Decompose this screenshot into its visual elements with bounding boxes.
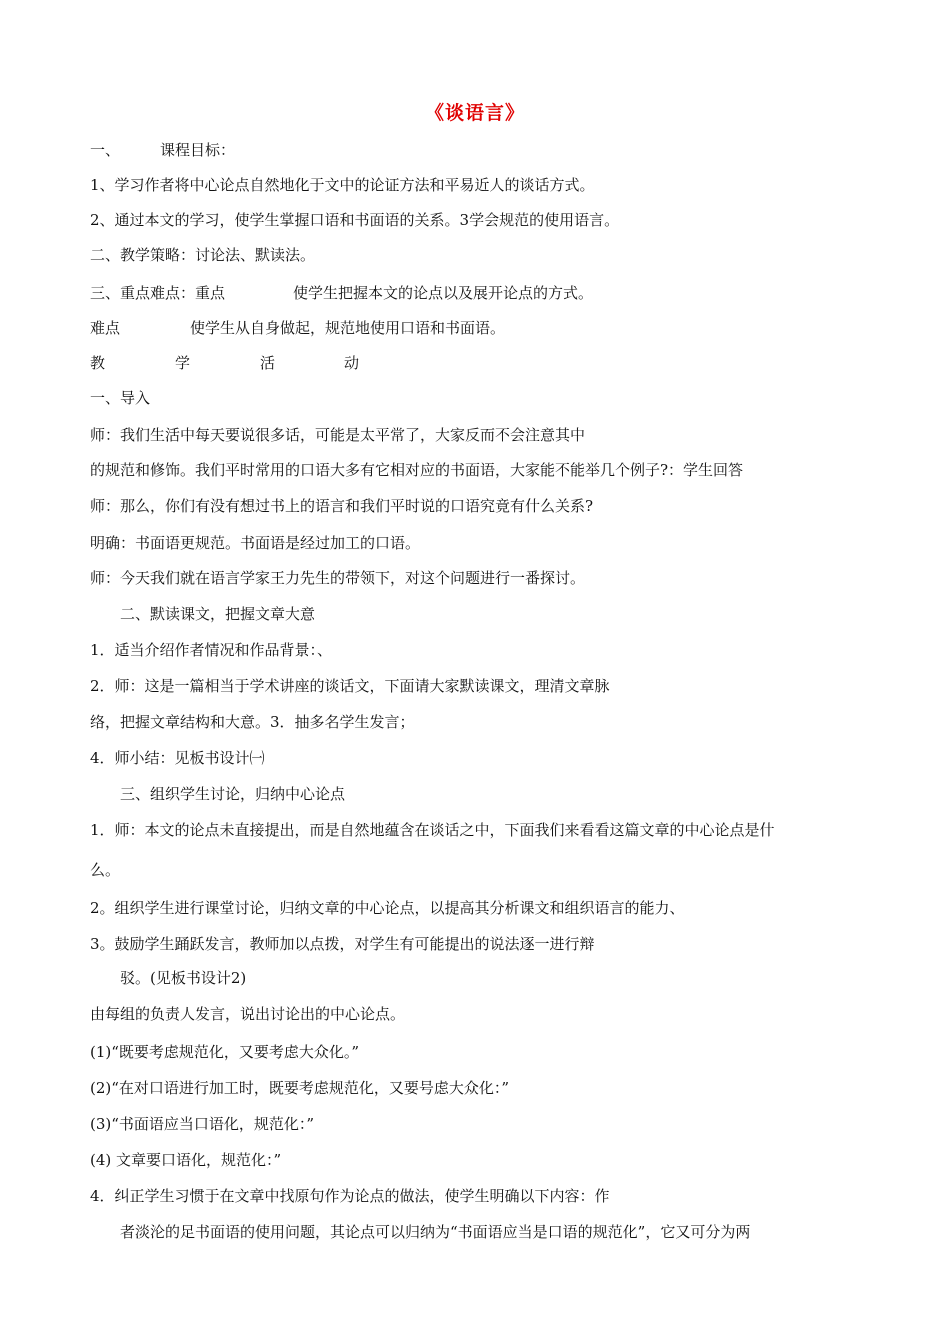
- read-step: 络，把握文章结构和大意。3．抽多名学生发言；: [90, 713, 415, 731]
- key-points-text: 使学生把握本文的论点以及展开论点的方式。: [293, 284, 594, 302]
- difficulty-text: 使学生从自身做起，规范地使用口语和书面语。: [190, 319, 506, 337]
- key-points: [90, 283, 593, 303]
- activity-heading-char: 教: [90, 354, 106, 372]
- intro-paragraph: 师：今天我们就在语言学家王力先生的带领下，对这个问题进行一番探讨。: [90, 569, 586, 587]
- intro-paragraph: 师：那么，你们有没有想过书上的语言和我们平时说的口语究竟有什么关系?: [90, 497, 594, 515]
- discuss-step: 1．师：本文的论点未直接提出，而是自然地蕴含在谈话之中，下面我们来看看这篇文章的中心论点是什: [90, 821, 775, 839]
- thesis-option: (2)“在对口语进行加工时，既要考虑规范化，又要号虑大众化：”: [90, 1079, 510, 1097]
- thesis-option: (3)“书面语应当口语化，规范化：”: [90, 1115, 315, 1133]
- intro-paragraph: 师：我们生活中每天要说很多话，可能是太平常了，大家反而不会注意其中: [90, 426, 586, 444]
- discuss-heading: 三、组织学生讨论，归纳中心论点: [120, 785, 346, 803]
- objectives-heading: [90, 140, 235, 160]
- objectives-text: 课程目标：: [160, 141, 236, 159]
- intro-heading: 一、导入: [90, 389, 151, 407]
- discuss-step: 2。组织学生进行课堂讨论，归纳文章的中心论点，以提高其分析课文和组织语言的能力、: [90, 899, 685, 917]
- intro-paragraph: 的规范和修饰。我们平时常用的口语大多有它相对应的书面语，大家能不能举几个例子?：学生回答: [90, 461, 744, 479]
- discuss-step: 由每组的负责人发言，说出讨论出的中心论点。: [90, 1005, 406, 1023]
- discuss-step: 4．纠正学生习惯于在文章中找原句作为论点的做法，使学生明确以下内容：作: [90, 1187, 610, 1205]
- read-heading: 二、默读课文，把握文章大意: [120, 605, 316, 623]
- intro-paragraph: 明确：书面语更规范。书面语是经过加工的口语。: [90, 534, 421, 552]
- key-points-label: 三、重点难点：重点: [90, 284, 226, 302]
- discuss-step: 么。: [90, 861, 121, 879]
- discuss-step: 驳。(见板书设计2): [120, 969, 247, 987]
- activity-heading-char: 动: [344, 354, 360, 372]
- document-title: 《谈语言》: [424, 102, 525, 124]
- activity-heading-char: 学: [175, 354, 191, 372]
- discuss-step: 者淡沦的足书面语的使用问题，其论点可以归纳为“书面语应当是口语的规范化”，它又可分为两: [120, 1223, 751, 1241]
- objective-item-1: 1、学习作者将中心论点自然地化于文中的论证方法和平易近人的谈话方式。: [90, 176, 595, 194]
- teaching-strategy: 二、教学策略：讨论法、默读法。: [90, 246, 316, 264]
- discuss-step: 3。鼓励学生踊跃发言，教师加以点拨，对学生有可能提出的说法逐一进行辩: [90, 935, 595, 953]
- read-step: 2．师：这是一篇相当于学术讲座的谈话文，下面请大家默读课文，理清文章脉: [90, 677, 610, 695]
- read-step: 4．师小结：见板书设计㈠: [90, 749, 265, 767]
- objective-item-2: 2、通过本文的学习，使学生掌握口语和书面语的关系。3学会规范的使用语言。: [90, 211, 620, 229]
- activity-heading: [90, 353, 359, 373]
- read-step: 1．适当介绍作者情况和作品背景：、: [90, 641, 333, 659]
- thesis-option: (4) 文章要口语化，规范化：”: [90, 1151, 282, 1169]
- objectives-label: 一、: [90, 141, 121, 159]
- thesis-option: (1)“既要考虑规范化，又要考虑大众化。”: [90, 1043, 360, 1061]
- difficulty: [90, 318, 505, 338]
- difficulty-label: 难点: [90, 319, 121, 337]
- activity-heading-char: 活: [260, 354, 276, 372]
